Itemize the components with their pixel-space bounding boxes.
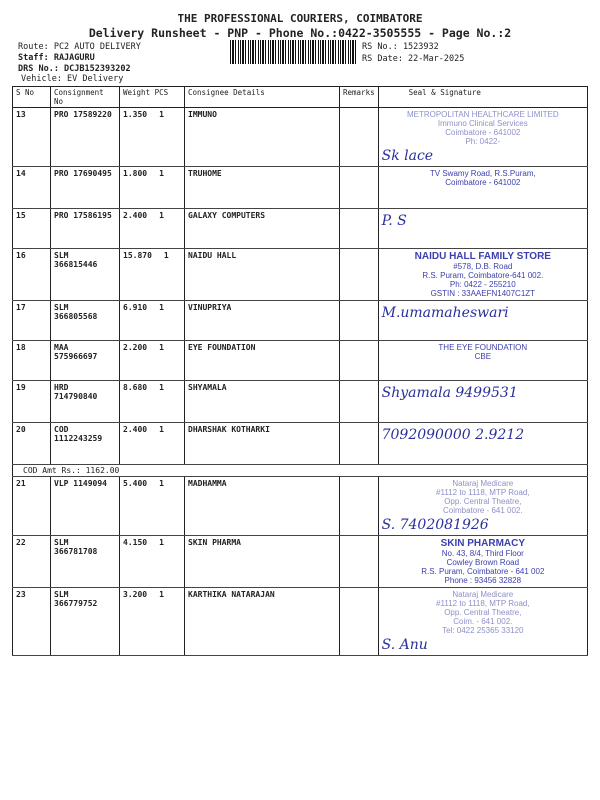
- pieces: 1: [159, 479, 164, 488]
- seal-signature: [378, 167, 587, 209]
- seal-stamp: [382, 590, 584, 635]
- seal-signature: [378, 536, 587, 588]
- remarks: [340, 209, 379, 249]
- runsheet-table: [12, 86, 588, 656]
- consignment-number: PRO 17586195: [51, 209, 120, 249]
- pieces: 1: [159, 538, 164, 547]
- consignee-name: EYE FOUNDATION: [185, 341, 340, 381]
- barcode: [230, 40, 356, 64]
- serial-number: 16: [13, 249, 51, 301]
- stamp-line: NAIDU HALL FAMILY STORE: [414, 251, 551, 262]
- stamp-line: GSTIN : 33AAEFN1407C1ZT: [430, 289, 536, 298]
- weight: 6.910: [123, 303, 148, 312]
- consignment-number: SLM 366781708: [51, 536, 120, 588]
- stamp-line: Nataraj Medicare: [452, 590, 514, 599]
- weight: 2.200: [123, 343, 148, 352]
- stamp-line: Opp. Central Theatre,: [444, 497, 522, 506]
- consignment-number: SLM 366815446: [51, 249, 120, 301]
- remarks: [340, 477, 379, 536]
- weight-pcs: [120, 108, 185, 167]
- stamp-line: CBE: [474, 352, 492, 361]
- remarks: [340, 588, 379, 656]
- col-remarks: Remarks: [340, 87, 379, 108]
- consignee-name: MADHAMMA: [185, 477, 340, 536]
- remarks: [340, 423, 379, 465]
- serial-number: 18: [13, 341, 51, 381]
- col-consignee: Consignee Details: [185, 87, 340, 108]
- stamp-line: Ph: 0422-: [465, 137, 501, 146]
- consignee-name: SKIN PHARMA: [185, 536, 340, 588]
- company-title: THE PROFESSIONAL COURIERS, COIMBATORE: [177, 12, 423, 25]
- weight-pcs: [120, 249, 185, 301]
- remarks: [340, 341, 379, 381]
- rs-number: RS No.: 1523932: [362, 42, 439, 52]
- pieces: 1: [159, 110, 164, 119]
- pieces: 1: [159, 343, 164, 352]
- serial-number: 21: [13, 477, 51, 536]
- table-row: [13, 477, 588, 536]
- stamp-line: #578, D.B. Road: [453, 262, 513, 271]
- stamp-line: Opp. Central Theatre,: [444, 608, 522, 617]
- weight-pcs: [120, 341, 185, 381]
- serial-number: 15: [13, 209, 51, 249]
- pieces: 1: [159, 169, 164, 178]
- consignee-name: VINUPRIYA: [185, 301, 340, 341]
- pieces: 1: [159, 211, 164, 220]
- stamp-line: #1112 to 1118, MTP Road,: [436, 488, 530, 497]
- handwritten-signature: S. 7402081926: [381, 517, 489, 533]
- stamp-line: Cowley Brown Road: [446, 558, 520, 567]
- weight-pcs: [120, 477, 185, 536]
- seal-signature: [378, 209, 587, 249]
- table-row: [13, 536, 588, 588]
- seal-signature: [378, 249, 587, 301]
- consignment-number: VLP 1149094: [51, 477, 120, 536]
- col-seal-signature: Seal & Signature: [378, 87, 587, 108]
- remarks: [340, 536, 379, 588]
- table-row: [13, 588, 588, 656]
- pieces: 1: [159, 425, 164, 434]
- seal-stamp: [382, 169, 584, 187]
- weight: 4.150: [123, 538, 148, 547]
- stamp-line: R.S. Puram, Coimbatore-641 002.: [422, 271, 544, 280]
- weight: 1.350: [123, 110, 148, 119]
- col-consignment: Consignment No: [51, 87, 120, 108]
- table-row: [13, 249, 588, 301]
- weight: 3.200: [123, 590, 148, 599]
- seal-stamp: [382, 538, 584, 585]
- weight: 2.400: [123, 211, 148, 220]
- seal-stamp: [382, 479, 584, 515]
- serial-number: 14: [13, 167, 51, 209]
- stamp-line: Nataraj Medicare: [452, 479, 514, 488]
- handwritten-signature: 7092090000 2.9212: [381, 427, 525, 443]
- weight-pcs: [120, 381, 185, 423]
- stamp-line: Tel: 0422 25365 33120: [442, 626, 524, 635]
- stamp-line: Coimbatore - 641002: [445, 178, 521, 187]
- consignee-name: IMMUNO: [185, 108, 340, 167]
- seal-signature: [378, 341, 587, 381]
- handwritten-signature: P. S: [381, 213, 407, 229]
- table-row: [13, 209, 588, 249]
- table-row: [13, 167, 588, 209]
- seal-signature: [378, 588, 587, 656]
- stamp-line: Phone : 93456 32828: [444, 576, 522, 585]
- table-row: [13, 423, 588, 465]
- consignment-number: HRD 714790840: [51, 381, 120, 423]
- stamp-line: Coimbatore - 641002: [445, 128, 521, 137]
- stamp-line: METROPOLITAN HEALTHCARE LIMITED: [406, 110, 559, 119]
- stamp-line: Coim. - 641 002.: [453, 617, 513, 626]
- serial-number: 19: [13, 381, 51, 423]
- stamp-line: Coimbatore - 641 002.: [443, 506, 523, 515]
- serial-number: 13: [13, 108, 51, 167]
- weight-pcs: [120, 167, 185, 209]
- weight: 8.680: [123, 383, 148, 392]
- weight: 2.400: [123, 425, 148, 434]
- seal-stamp: [382, 343, 584, 361]
- route: Route: PC2 AUTO DELIVERY: [18, 42, 141, 52]
- pieces: 1: [159, 383, 164, 392]
- seal-stamp: [382, 251, 584, 298]
- seal-stamp: [382, 110, 584, 146]
- serial-number: 23: [13, 588, 51, 656]
- handwritten-signature: Shyamala 9499531: [381, 385, 518, 401]
- col-sno: S No: [13, 87, 51, 108]
- runsheet-subtitle: Delivery Runsheet - PNP - Phone No.:0422-3505555 - Page No.:2: [88, 26, 512, 40]
- remarks: [340, 381, 379, 423]
- seal-signature: [378, 301, 587, 341]
- cod-amount: COD Amt Rs.: 1162.00: [13, 465, 588, 477]
- table-row: [13, 341, 588, 381]
- seal-signature: [378, 477, 587, 536]
- table-row: [13, 108, 588, 167]
- weight: 5.400: [123, 479, 148, 488]
- rs-date: RS Date: 22-Mar-2025: [362, 54, 465, 64]
- consignment-number: COD 1112243259: [51, 423, 120, 465]
- consignment-number: SLM 366805568: [51, 301, 120, 341]
- stamp-line: R.S. Puram, Coimbatore - 641 002: [421, 567, 545, 576]
- seal-signature: [378, 108, 587, 167]
- weight: 15.870: [123, 251, 152, 260]
- stamp-line: Ph: 0422 - 255210: [449, 280, 516, 289]
- stamp-line: THE EYE FOUNDATION: [438, 343, 528, 352]
- remarks: [340, 167, 379, 209]
- stamp-line: TV Swamy Road, R.S.Puram,: [429, 169, 536, 178]
- consignment-number: SLM 366779752: [51, 588, 120, 656]
- stamp-line: Immuno Clinical Services: [437, 119, 528, 128]
- pieces: 1: [159, 590, 164, 599]
- handwritten-signature: M.umamaheswari: [381, 305, 509, 321]
- weight: 1.800: [123, 169, 148, 178]
- pieces: 1: [159, 303, 164, 312]
- staff: Staff: RAJAGURU: [18, 53, 95, 63]
- drs-number: DRS No.: DCJB152393202: [18, 64, 131, 74]
- serial-number: 17: [13, 301, 51, 341]
- pieces: 1: [163, 251, 169, 260]
- weight-pcs: [120, 588, 185, 656]
- consignee-name: KARTHIKA NATARAJAN: [185, 588, 340, 656]
- consignee-name: GALAXY COMPUTERS: [185, 209, 340, 249]
- consignment-number: MAA 575966697: [51, 341, 120, 381]
- weight-pcs: [120, 423, 185, 465]
- stamp-line: No. 43, 8/4, Third Floor: [441, 549, 524, 558]
- remarks: [340, 249, 379, 301]
- serial-number: 22: [13, 536, 51, 588]
- consignee-name: NAIDU HALL: [185, 249, 340, 301]
- consignee-name: TRUHOME: [185, 167, 340, 209]
- table-row: [13, 381, 588, 423]
- cod-row: [13, 465, 588, 477]
- handwritten-signature: S. Anu: [381, 637, 428, 653]
- consignment-number: PRO 17589220: [51, 108, 120, 167]
- handwritten-signature: Sk lace: [381, 148, 434, 164]
- stamp-line: SKIN PHARMACY: [440, 538, 526, 549]
- remarks: [340, 108, 379, 167]
- consignment-number: PRO 17690495: [51, 167, 120, 209]
- table-header: [13, 87, 588, 108]
- col-weight-pcs: Weight PCS: [120, 87, 185, 108]
- vehicle: Vehicle: EV Delivery: [21, 74, 124, 84]
- serial-number: 20: [13, 423, 51, 465]
- seal-signature: [378, 423, 587, 465]
- weight-pcs: [120, 209, 185, 249]
- stamp-line: #1112 to 1118, MTP Road,: [436, 599, 530, 608]
- weight-pcs: [120, 536, 185, 588]
- table-row: [13, 301, 588, 341]
- remarks: [340, 301, 379, 341]
- consignee-name: SHYAMALA: [185, 381, 340, 423]
- seal-signature: [378, 381, 587, 423]
- consignee-name: DHARSHAK KOTHARKI: [185, 423, 340, 465]
- weight-pcs: [120, 301, 185, 341]
